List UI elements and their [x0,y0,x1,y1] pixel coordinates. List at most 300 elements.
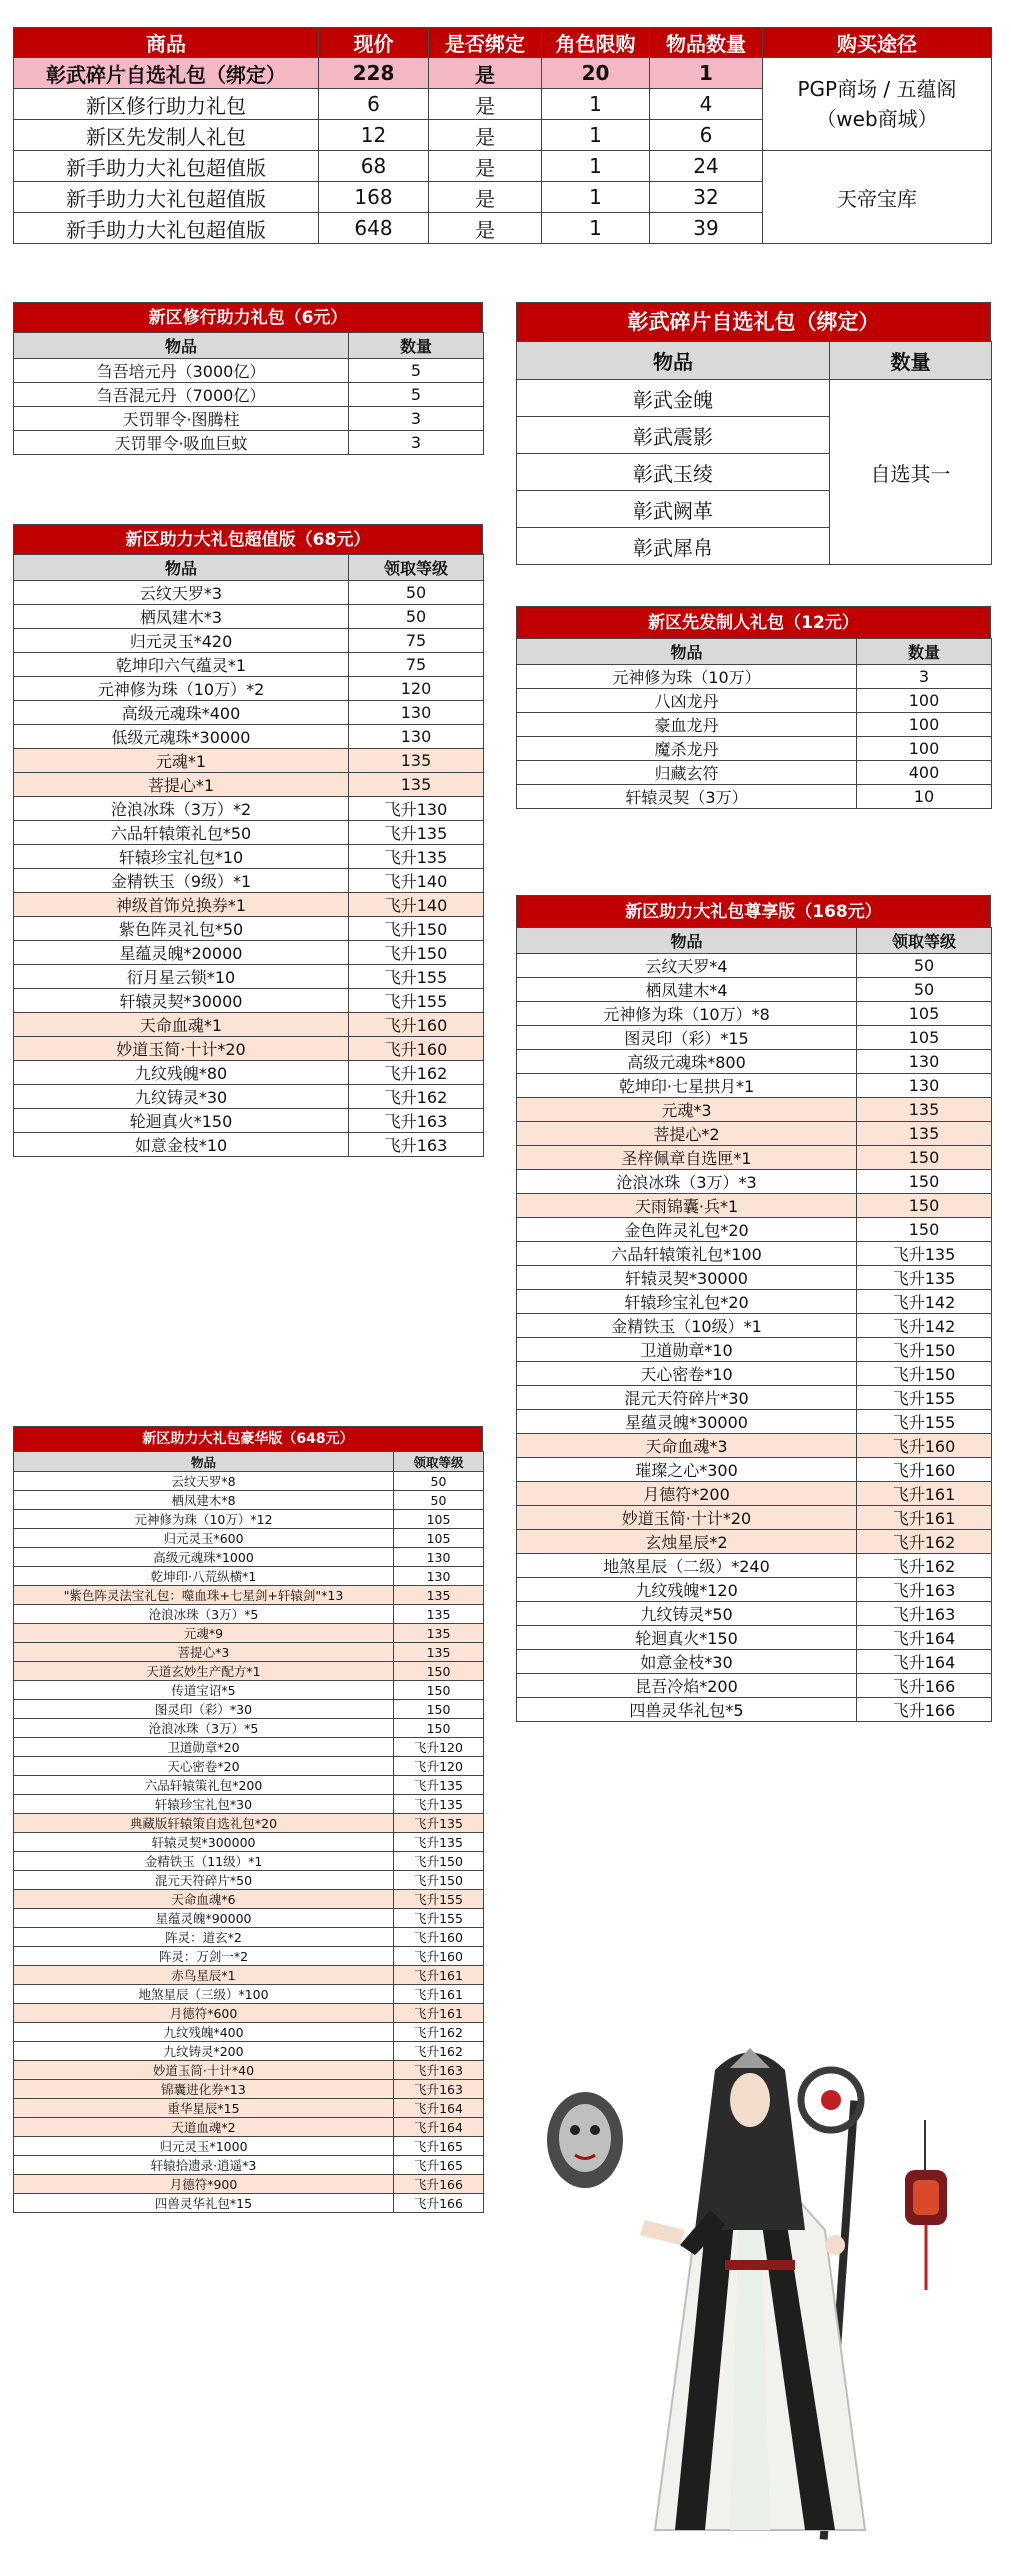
item-name-cell: 神级首饰兑换券*1 [14,893,349,917]
table-row [14,1909,484,1928]
item-value-cell: 135 [394,1643,484,1662]
summary-cell: 1 [542,213,650,244]
item-name-cell: 天雨锦囊·兵*1 [517,1194,857,1218]
item-value-cell: 150 [857,1194,992,1218]
table-row [14,1061,484,1085]
summary-cell: 32 [650,182,763,213]
item-value-cell: 130 [349,701,484,725]
item-value-cell: 飞升155 [857,1386,992,1410]
item-value-cell: 130 [394,1548,484,1567]
item-name-cell: 低级元魂珠*30000 [14,725,349,749]
item-name-cell: 云纹天罗*4 [517,954,857,978]
item-value-cell: 100 [857,737,992,761]
table-row [517,954,992,978]
table-row [14,1814,484,1833]
item-name-cell: 轩辕珍宝礼包*30 [14,1795,394,1814]
item-value-cell: 飞升166 [857,1674,992,1698]
table-row [517,1602,992,1626]
item-value-cell: 150 [394,1681,484,1700]
table-row [14,1510,484,1529]
item-name-cell: 六品轩辕策礼包*200 [14,1776,394,1795]
item-name-cell: 九纹残魄*120 [517,1578,857,1602]
item-value-cell: 130 [857,1050,992,1074]
table-row [517,1050,992,1074]
item-name-cell: 六品轩辕策礼包*100 [517,1242,857,1266]
summary-cell: 24 [650,151,763,182]
item-name-cell: 玄烛星辰*2 [517,1530,857,1554]
item-value-cell: 3 [857,665,992,689]
item-value-cell: 130 [349,725,484,749]
table-row [14,965,484,989]
item-value-cell: 飞升166 [857,1698,992,1722]
table-row [14,1738,484,1757]
table-row [14,1795,484,1814]
item-name-cell: 赤鸟星辰*1 [14,1966,394,1985]
summary-cell: 是 [429,182,542,213]
summary-cell: 20 [542,58,650,89]
item-value-cell: 飞升140 [349,869,484,893]
table-row [14,2137,484,2156]
item-name-cell: 衍月星云锁*10 [14,965,349,989]
item-value-cell: 105 [394,1529,484,1548]
item-value-cell: 飞升161 [394,2004,484,2023]
table-row [517,1074,992,1098]
item-value-cell: 75 [349,629,484,653]
item-name-cell: 月德符*200 [517,1482,857,1506]
item-name-cell: 天命血魂*6 [14,1890,394,1909]
item-name-cell: 沧浪冰珠（3万）*5 [14,1605,394,1624]
item-name-cell: 重华星辰*15 [14,2099,394,2118]
item-name-cell: 轩辕灵契*30000 [14,989,349,1013]
item-name-cell: 轩辕灵契*30000 [517,1266,857,1290]
item-value-cell: 135 [349,773,484,797]
item-name-cell: 栖凤建木*3 [14,605,349,629]
item-value-cell: 飞升161 [857,1506,992,1530]
table-header-row [14,333,484,359]
table-row [14,917,484,941]
summary-cell: 是 [429,151,542,182]
item-value-cell: 飞升155 [349,965,484,989]
item-name-cell: 地煞星辰（二级）*240 [517,1554,857,1578]
table-row [14,2023,484,2042]
table-row [517,761,992,785]
item-name-cell: 八凶龙丹 [517,689,857,713]
table-row [14,1833,484,1852]
item-name-cell: 归藏玄符 [517,761,857,785]
item-value-cell: 50 [394,1472,484,1491]
table-row [14,1928,484,1947]
summary-cell: 是 [429,89,542,120]
item-value-cell: 飞升150 [394,1852,484,1871]
summary-header-row [14,28,992,58]
item-name-cell: 元魂*1 [14,749,349,773]
item-name-cell: 传道宝诏*5 [14,1681,394,1700]
item-value-cell: 飞升155 [394,1890,484,1909]
table-row [14,749,484,773]
table-row [14,1985,484,2004]
table-row [14,1529,484,1548]
table-row [517,785,992,809]
item-value-cell: 50 [857,978,992,1002]
item-name-cell: 沧浪冰珠（3万）*3 [517,1170,857,1194]
item-value-cell: 105 [394,1510,484,1529]
item-name-cell: 菩提心*1 [14,773,349,797]
column-header: 物品 [517,928,857,954]
item-value-cell: 飞升120 [394,1757,484,1776]
item-value-cell: 50 [349,581,484,605]
pack168-block [516,895,991,1722]
table-row [517,380,992,417]
table-row [14,725,484,749]
summary-cell: 新手助力大礼包超值版 [14,182,319,213]
item-name-cell: 天罚罪令·吸血巨蚊 [14,431,349,455]
item-name-cell: 月德符*900 [14,2175,394,2194]
summary-cell: 新手助力大礼包超值版 [14,213,319,244]
item-name-cell: 轩辕珍宝礼包*10 [14,845,349,869]
pack68-title: 新区助力大礼包超值版（68元） [13,524,483,554]
summary-header-cell: 物品数量 [650,28,763,58]
item-name-cell: 天命血魂*3 [517,1434,857,1458]
table-row [14,989,484,1013]
item-value-cell: 飞升163 [394,2080,484,2099]
item-value-cell: 飞升162 [349,1061,484,1085]
item-value-cell: 飞升160 [394,1928,484,1947]
item-name-cell: 锦囊进化券*13 [14,2080,394,2099]
item-name-cell: 元魂*3 [517,1098,857,1122]
item-name-cell: 彰武阙革 [517,491,830,528]
item-value-cell: 飞升163 [857,1578,992,1602]
item-value-cell: 5 [349,359,484,383]
pack648-block [13,1426,483,2213]
table-row [14,821,484,845]
table-row [14,1133,484,1157]
character-illustration [535,2030,1005,2550]
item-value-cell: 飞升163 [349,1109,484,1133]
item-name-cell: 乾坤印·七星拱月*1 [517,1074,857,1098]
item-name-cell: 菩提心*3 [14,1643,394,1662]
summary-header-cell: 购买途径 [763,28,992,58]
item-value-cell: 130 [857,1074,992,1098]
item-value-cell: 150 [394,1662,484,1681]
table-row [14,1491,484,1510]
summary-cell: 1 [542,151,650,182]
item-value-cell: 飞升135 [394,1795,484,1814]
item-value-cell: 120 [349,677,484,701]
table-row [517,1362,992,1386]
table-row [14,1567,484,1586]
item-name-cell: 彰武金魄 [517,380,830,417]
item-value-cell: 150 [394,1719,484,1738]
pack168-title: 新区助力大礼包尊享版（168元） [516,895,991,927]
item-name-cell: 栖凤建木*4 [517,978,857,1002]
item-name-cell: 元神修为珠（10万） [517,665,857,689]
summary-cell: 是 [429,120,542,151]
summary-cell: 68 [319,151,429,182]
item-value-cell: 105 [857,1026,992,1050]
summary-table [13,27,992,244]
item-name-cell: 云纹天罗*8 [14,1472,394,1491]
pack68-table [13,554,484,1157]
summary-header-cell: 商品 [14,28,319,58]
item-name-cell: 卫道勋章*20 [14,1738,394,1757]
table-row [14,431,484,455]
item-name-cell: 沧浪冰珠（3万）*5 [14,1719,394,1738]
table-row [517,1506,992,1530]
item-name-cell: 昆吾冷焰*200 [517,1674,857,1698]
column-header: 物品 [517,639,857,665]
table-row [517,665,992,689]
table-row [14,1605,484,1624]
table-row [517,1194,992,1218]
item-name-cell: 璀璨之心*300 [517,1458,857,1482]
item-name-cell: 混元天符碎片*50 [14,1871,394,1890]
table-row [14,677,484,701]
item-value-cell: 飞升160 [349,1013,484,1037]
item-name-cell: 轮迴真火*150 [517,1626,857,1650]
item-value-cell: 飞升135 [349,821,484,845]
item-value-cell: 135 [857,1122,992,1146]
summary-cell: 新手助力大礼包超值版 [14,151,319,182]
column-header: 数量 [857,639,992,665]
pack6-title: 新区修行助力礼包（6元） [13,302,483,332]
summary-cell: 6 [650,120,763,151]
item-name-cell: 天道血魂*2 [14,2118,394,2137]
purchase-route-cell: 天帝宝库 [763,151,992,244]
item-name-cell: 归元灵玉*600 [14,1529,394,1548]
item-value-cell: 飞升163 [349,1133,484,1157]
table-row [14,407,484,431]
item-value-cell: 飞升135 [857,1266,992,1290]
item-value-cell: 飞升135 [394,1776,484,1795]
table-row [14,869,484,893]
summary-cell: 12 [319,120,429,151]
item-value-cell: 飞升161 [394,1966,484,1985]
summary-cell: 648 [319,213,429,244]
table-row [517,1146,992,1170]
item-name-cell: 金精铁玉（11级）*1 [14,1852,394,1871]
item-name-cell: 九纹铸灵*200 [14,2042,394,2061]
summary-cell: 1 [542,120,650,151]
item-value-cell: 飞升150 [349,917,484,941]
item-name-cell: 云纹天罗*3 [14,581,349,605]
table-row [14,1109,484,1133]
item-value-cell: 150 [857,1170,992,1194]
item-name-cell: 混元天符碎片*30 [517,1386,857,1410]
table-row [517,1482,992,1506]
item-name-cell: 妙道玉简·十计*20 [14,1037,349,1061]
table-row [14,58,992,89]
item-value-cell: 飞升140 [349,893,484,917]
table-row [517,1002,992,1026]
table-header-row [517,639,992,665]
item-name-cell: 星蕴灵魄*30000 [517,1410,857,1434]
table-row [14,1643,484,1662]
summary-cell: 1 [542,182,650,213]
item-name-cell: 星蕴灵魄*90000 [14,1909,394,1928]
item-name-cell: 天罚罪令·图腾柱 [14,407,349,431]
item-name-cell: 金精铁玉（10级）*1 [517,1314,857,1338]
item-name-cell: 魔杀龙丹 [517,737,857,761]
item-name-cell: 轩辕灵契*300000 [14,1833,394,1852]
column-header: 领取等级 [349,555,484,581]
table-header-row [517,342,992,380]
table-row [14,605,484,629]
table-row [517,1218,992,1242]
table-row [517,1266,992,1290]
table-row [14,701,484,725]
item-name-cell: 高级元魂珠*400 [14,701,349,725]
item-name-cell: 彰武犀帛 [517,528,830,565]
item-value-cell: 飞升163 [394,2061,484,2080]
table-row [14,2194,484,2213]
pack648-title: 新区助力大礼包豪华版（648元） [13,1426,483,1451]
item-name-cell: 天心密卷*20 [14,1757,394,1776]
pack648-table [13,1451,484,2213]
table-row [517,1314,992,1338]
item-name-cell: 天命血魂*1 [14,1013,349,1037]
item-value-cell: 150 [857,1146,992,1170]
item-value-cell: 飞升162 [394,2042,484,2061]
table-header-row [517,928,992,954]
item-name-cell: 典藏版轩辕策自选礼包*20 [14,1814,394,1833]
table-row [14,1947,484,1966]
table-row [517,1386,992,1410]
item-value-cell: 飞升135 [857,1242,992,1266]
table-row [14,1037,484,1061]
item-name-cell: 轩辕拾遗录·逍遥*3 [14,2156,394,2175]
pack12-table [516,638,992,809]
table-row [517,1122,992,1146]
item-value-cell: 飞升161 [394,1985,484,2004]
table-row [14,1871,484,1890]
table-row [517,1338,992,1362]
table-row [14,773,484,797]
item-value-cell: 飞升164 [857,1650,992,1674]
item-value-cell: 飞升162 [394,2023,484,2042]
pack6-table [13,332,484,455]
table-row [517,689,992,713]
pack12-block [516,606,991,809]
table-row [14,1719,484,1738]
item-name-cell: 乾坤印六气蕴灵*1 [14,653,349,677]
table-row [14,1586,484,1605]
pack168-table [516,927,992,1722]
item-value-cell: 飞升150 [349,941,484,965]
table-row [517,713,992,737]
pack6-block [13,302,483,455]
table-row [14,1624,484,1643]
item-name-cell: 彰武玉绫 [517,454,830,491]
item-name-cell: 六品轩辕策礼包*50 [14,821,349,845]
item-value-cell: 飞升161 [857,1482,992,1506]
item-name-cell: 刍吾培元丹（3000亿） [14,359,349,383]
item-value-cell: 飞升155 [394,1909,484,1928]
table-row [14,2156,484,2175]
item-value-cell: 100 [857,713,992,737]
table-row [14,1852,484,1871]
table-row [14,151,992,182]
item-value-cell: 飞升166 [394,2175,484,2194]
table-row [14,2099,484,2118]
table-row [517,1026,992,1050]
table-header-row [14,1452,484,1472]
summary-cell: 新区先发制人礼包 [14,120,319,151]
table-row [14,2118,484,2137]
item-value-cell: 135 [394,1586,484,1605]
table-row [14,1085,484,1109]
table-row [14,2080,484,2099]
item-name-cell: 乾坤印·八荒纵横*1 [14,1567,394,1586]
table-row [14,581,484,605]
item-value-cell: 飞升155 [349,989,484,1013]
summary-cell: 168 [319,182,429,213]
item-value-cell: 飞升135 [394,1833,484,1852]
table-row [14,845,484,869]
column-header: 物品 [14,1452,394,1472]
column-header: 物品 [517,342,830,380]
item-value-cell: 飞升164 [394,2118,484,2137]
item-name-cell: 元神修为珠（10万）*8 [517,1002,857,1026]
table-header-row [14,555,484,581]
item-value-cell: 飞升164 [857,1626,992,1650]
table-row [14,1966,484,1985]
item-name-cell: 轩辕灵契（3万） [517,785,857,809]
table-row [14,2004,484,2023]
item-name-cell: 九纹铸灵*50 [517,1602,857,1626]
item-name-cell: 金色阵灵礼包*20 [517,1218,857,1242]
item-value-cell: 50 [394,1491,484,1510]
item-name-cell: 紫色阵灵礼包*50 [14,917,349,941]
item-name-cell: 金精铁玉（9级）*1 [14,869,349,893]
item-value-cell: 50 [349,605,484,629]
pack68-block [13,524,483,1157]
table-row [14,2175,484,2194]
summary-cell: 新区修行助力礼包 [14,89,319,120]
column-header: 数量 [349,333,484,359]
table-row [517,1578,992,1602]
item-value-cell: 飞升120 [394,1738,484,1757]
item-value-cell: 飞升155 [857,1410,992,1434]
item-value-cell: 100 [857,689,992,713]
item-name-cell: 圣梓佩章自选匣*1 [517,1146,857,1170]
summary-cell: 6 [319,89,429,120]
table-row [14,1662,484,1681]
column-header: 物品 [14,333,349,359]
column-header: 数量 [830,342,992,380]
item-value-cell: 135 [857,1098,992,1122]
summary-cell: 彰武碎片自选礼包（绑定） [14,58,319,89]
table-row [14,1548,484,1567]
item-value-cell: 150 [857,1218,992,1242]
item-name-cell: 菩提心*2 [517,1122,857,1146]
item-name-cell: 地煞星辰（三级）*100 [14,1985,394,2004]
table-row [517,1626,992,1650]
item-name-cell: 妙道玉简·十计*20 [517,1506,857,1530]
item-name-cell: 彰武震影 [517,417,830,454]
table-row [14,797,484,821]
table-row [14,359,484,383]
item-name-cell: 九纹铸灵*30 [14,1085,349,1109]
item-value-cell: 飞升160 [857,1434,992,1458]
item-value-cell: 130 [394,1567,484,1586]
summary-header-cell: 是否绑定 [429,28,542,58]
table-row [14,383,484,407]
item-value-cell: 135 [349,749,484,773]
item-value-cell: 飞升150 [857,1338,992,1362]
table-row [14,2061,484,2080]
purchase-route-cell: PGP商场 / 五蕴阁（web商城） [763,58,992,151]
column-header: 领取等级 [394,1452,484,1472]
